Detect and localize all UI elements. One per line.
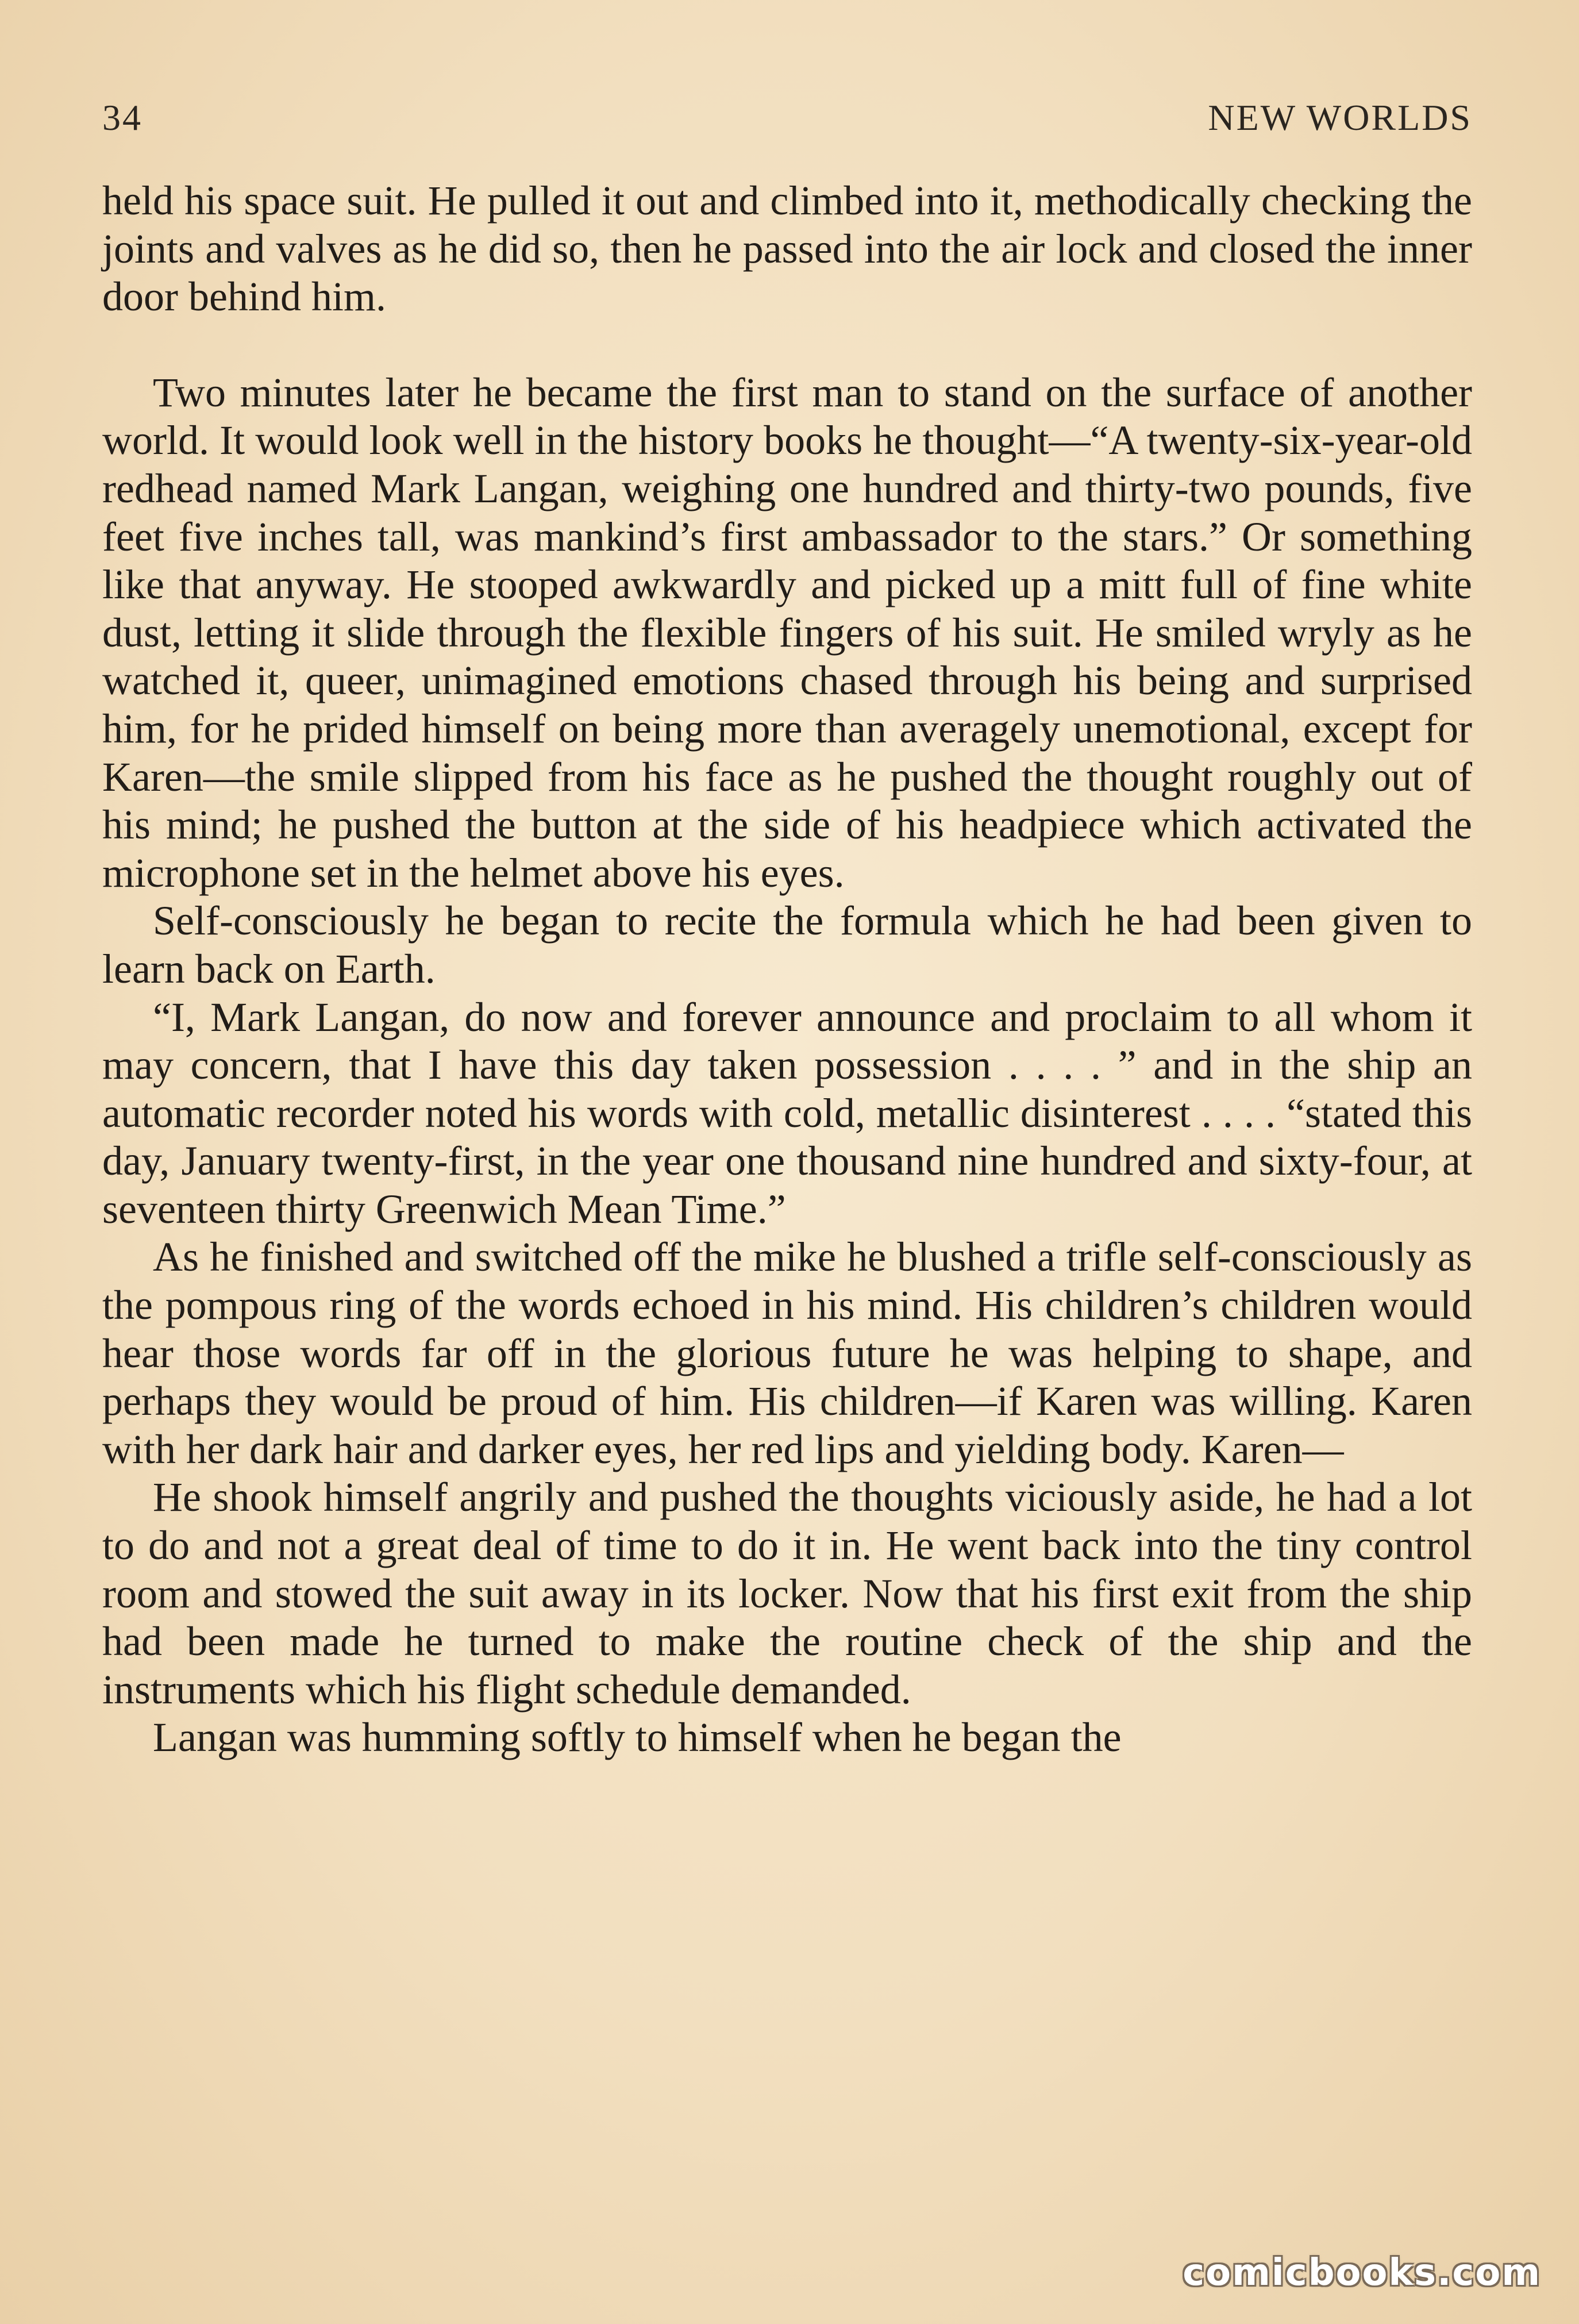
page-number: 34 [102,97,143,138]
page-header [102,97,1472,148]
paragraph: Two minutes later he became the first man to stand on the surface of another world. It would look well in the history books he thought—“A twenty-six-year-old redhead named Mark Langan, weighing one hundred and thirty-two pounds, five feet five inches tall, was mankind’s first ambassador to the stars.” Or something like that anyway. He stooped awkwardly and picked up a mitt full of fine white dust, letting it slide through the flexible fingers of his suit. He smiled wryly as he watched it, queer, unimagined emotions chased through his being and surprised him, for he prided himself on being more than averagely unemotional, except for Karen—the smile slipped from his face as he pushed the thought roughly out of his mind; he pushed the button at the side of his headpiece which activated the microphone set in the helmet above his eyes. [102,369,1472,896]
watermark: comicbooks.com [1183,2252,1541,2294]
paragraph: held his space suit. He pulled it out and climbed into it, methodically checking the joints and valves as he did so, then he passed into the air lock and closed the inner door behind him. [102,178,1472,320]
paragraph: He shook himself angrily and pushed the thoughts viciously aside, he had a lot to do and not a great deal of time to do it in. He went back into the tiny control room and stowed the suit away in its locker. Now that his first exit from the ship had been made he turned to make the routine check of the ship and the instruments which his flight schedule demanded. [102,1474,1472,1713]
paragraph: “I, Mark Langan, do now and forever announce and proclaim to all whom it may concern, that I have this day taken possession . . . . ” and in the ship an automatic recorder noted his words with cold, metallic disinterest . . . . “stated this day, January twenty-first, in the year one thousand nine hundred and sixty-four, at seventeen thirty Greenwich Mean Time.” [102,994,1472,1232]
running-head: NEW WORLDS [1208,97,1472,138]
paragraph: As he finished and switched off the mike he blushed a trifle self-consciously as the pompous ring of the words echoed in his mind. His children’s children would hear those words far off in the glorious future he was helping to shape, and perhaps they would be proud of him. His children—if Karen was willing. Karen with her dark hair and darker eyes, her red lips and yielding body. Karen— [102,1234,1472,1472]
body-text [102,177,1472,1762]
paragraph: Self-consciously he began to recite the formula which he had been given to learn back on Earth. [102,898,1472,992]
paragraph: Langan was humming softly to himself when he began the [153,1714,1122,1761]
